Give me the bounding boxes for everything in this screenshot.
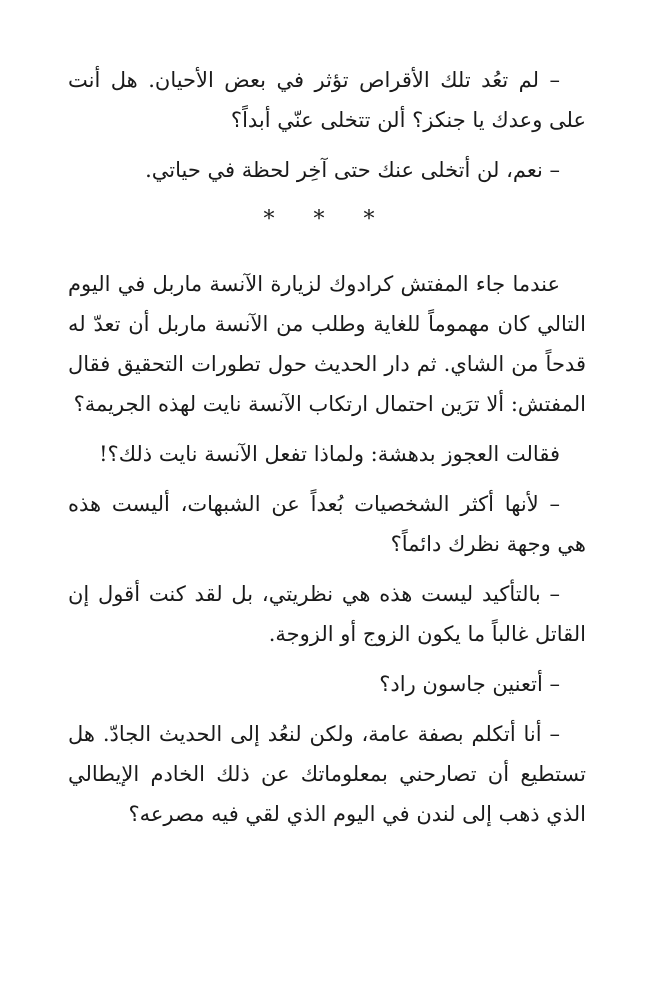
paragraph: – نعم، لن أتخلى عنك حتى آخِر لحظة في حياتي. — [145, 158, 560, 182]
paragraph: – لم تعُد تلك الأقراص تؤثر في بعض الأحيان. هل أنت على وعدك يا جنكز؟ ألن تتخلى عنّي أبداً؟ — [68, 68, 586, 132]
paragraph: – لأنها أكثر الشخصيات بُعداً عن الشبهات، أليست هذه هي وجهة نظرك دائماً؟ — [68, 492, 586, 556]
paragraph: – أتعنين جاسون راد؟ — [379, 672, 560, 696]
section-separator: * * * — [263, 207, 391, 232]
paragraph: عندما جاء المفتش كرادوك لزيارة الآنسة ماربل في اليوم التالي كان مهموماً للغاية وطلب من الآنسة ماربل أن تعدّ له قدحاً من الشاي. ثم دار الحديث حول تطورات التحقيق فقال المفتش: ألا ترَين احتمال ارتكاب الآنسة نايت لهذه الجريمة؟ — [68, 272, 586, 416]
page-text — [68, 60, 586, 844]
paragraph: – بالتأكيد ليست هذه هي نظريتي، بل لقد كنت أقول إن القاتل غالباً ما يكون الزوج أو الزوجة. — [68, 582, 586, 646]
paragraph: – أنا أتكلم بصفة عامة، ولكن لنعُد إلى الحديث الجادّ. هل تستطيع أن تصارحني بمعلوماتك عن ذلك الخادم الإيطالي الذي ذهب إلى لندن في اليوم الذي لقي فيه مصرعه؟ — [68, 722, 586, 826]
paragraph: فقالت العجوز بدهشة: ولماذا تفعل الآنسة نايت ذلك؟! — [99, 442, 560, 466]
